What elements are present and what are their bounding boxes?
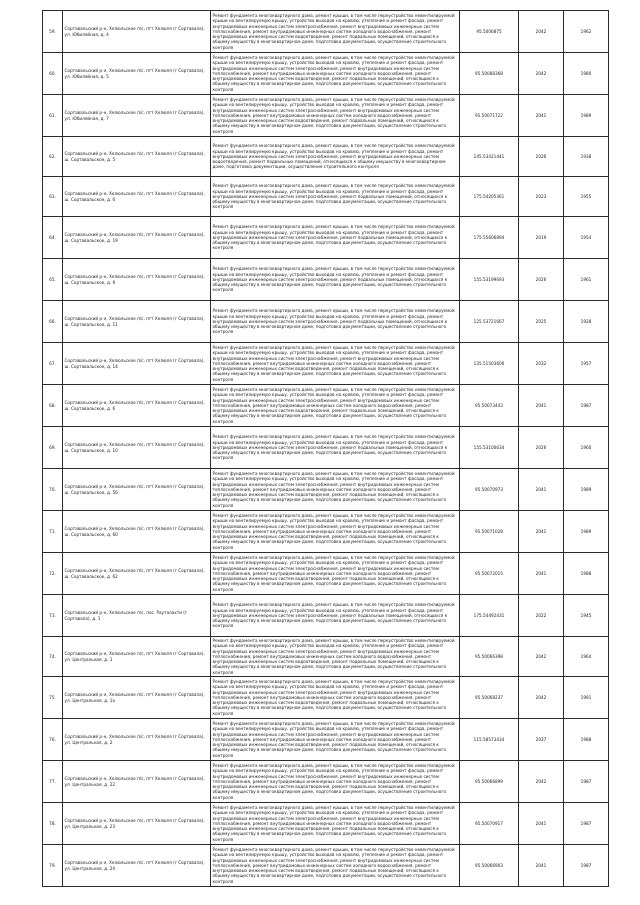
cost-value: 95.50070973 bbox=[460, 469, 519, 511]
construction-year: 1928 bbox=[564, 301, 609, 343]
planned-year: 2041 bbox=[519, 469, 564, 511]
repair-works-description: Ремонт фундамента многоквартирного дома, ремонт крыши, в том числе переустройство невентилируемой крыши на вентилируемую крышу, устройство выходов на кровлю, утепление и ремонт фасада, ремонт внутридомовых инженерных систем электроснабжения, ремонт внутридомовых инженерных систем теплоснабжения, ремонт внутридомовых инженерных систем холодного водоснабжения, ремонт внутридомовых инженерных систем водоотведения, ремонт подвальных помещений, относящихся к общему имуществу в многоквартирном доме, подготовка документации, осуществление строительного контроля bbox=[211, 761, 460, 803]
table-row bbox=[43, 177, 609, 217]
planned-year: 2041 bbox=[519, 553, 564, 595]
house-address: Сортавальский р-н, Хелюльское п/c, пгт Хелюля (г Сортавала), ш. Сортавальское, д. 14 bbox=[63, 343, 211, 385]
row-number: 60. bbox=[43, 53, 63, 95]
row-number: 65. bbox=[43, 259, 63, 301]
table-row bbox=[43, 301, 609, 343]
house-address: Сортавальский р-н, Хелюльское п/c, пгт Хелюля (г Сортавала), ул. Центральная, д. 22 bbox=[63, 761, 211, 803]
cost-value: 175.54492431 bbox=[460, 595, 519, 637]
cost-value: 145.53421441 bbox=[460, 137, 519, 177]
cost-value: 95.50066903 bbox=[460, 845, 519, 887]
repair-works-description: Ремонт фундамента многоквартирного дома, ремонт крыши, в том числе переустройство невентилируемой крыши на вентилируемую крышу, устройство выходов на кровлю, утепление и ремонт фасада, ремонт внутридомовых инженерных систем электроснабжения, ремонт подвальных помещений, относящихся к общему имуществу в многоквартирном доме, подготовка документации, осуществление строительного контроля bbox=[211, 217, 460, 259]
table-row bbox=[43, 427, 609, 469]
construction-year: 1954 bbox=[564, 217, 609, 259]
cost-value: 95.50066899 bbox=[460, 761, 519, 803]
row-number: 76. bbox=[43, 719, 63, 761]
repair-works-description: Ремонт фундамента многоквартирного дома, ремонт крыши, в том числе переустройство невентилируемой крыши на вентилируемую крышу, устройство выходов на кровлю, утепление и ремонт фасада, ремонт внутридомовых инженерных систем электроснабжения, ремонт внутридомовых инженерных систем теплоснабжения, ремонт внутридомовых инженерных систем холодного водоснабжения, ремонт внутридомовых инженерных систем водоотведения, ремонт подвальных помещений, относящихся к общему имуществу в многоквартирном доме, подготовка документации, осуществление строительного контроля bbox=[211, 11, 460, 53]
cost-value: 95.50066398 bbox=[460, 637, 519, 677]
house-address: Сортавальский р-н, Хелюльское п/c, пгт Хелюля (г Сортавала), ш. Сортавальское, д. 6 bbox=[63, 385, 211, 427]
cost-value: 95.50073443 bbox=[460, 385, 519, 427]
row-number: 73. bbox=[43, 595, 63, 637]
house-address: Сортавальский р-н, Хелюльское п/c, пгт Хелюля (г Сортавала), ш. Сортавальское, д. 6 bbox=[63, 177, 211, 217]
table-row bbox=[43, 595, 609, 637]
table-row bbox=[43, 385, 609, 427]
cost-value: 95.50068237 bbox=[460, 677, 519, 719]
table-row bbox=[43, 511, 609, 553]
cost-value: 95.5006875 bbox=[460, 11, 519, 53]
house-address: Сортавальский р-н, Хелюльское п/c, пгт Хелюля (г Сортавала), ш. Сортавальское, д. 19 bbox=[63, 217, 211, 259]
construction-year: 1938 bbox=[564, 137, 609, 177]
row-number: 71. bbox=[43, 511, 63, 553]
row-number: 77. bbox=[43, 761, 63, 803]
planned-year: 2019 bbox=[519, 217, 564, 259]
construction-year: 1961 bbox=[564, 259, 609, 301]
construction-year: 1989 bbox=[564, 511, 609, 553]
planned-year: 2022 bbox=[519, 595, 564, 637]
repair-works-description: Ремонт фундамента многоквартирного дома, ремонт крыши, в том числе переустройство невентилируемой крыши на вентилируемую крышу, устройство выходов на кровлю, утепление и ремонт фасада, ремонт внутридомовых инженерных систем электроснабжения, ремонт подвальных помещений, относящихся к общему имуществу в многоквартирном доме, подготовка документации, осуществление строительного контроля bbox=[211, 177, 460, 217]
house-address: Сортавальский р-н, Хелюльское п/c, пгт Хелюля (г Сортавала), ш. Сортавальское, д. 62 bbox=[63, 553, 211, 595]
house-address: Сортавальский р-н, Хелюльское п/c, пгт Хелюля (г Сортавала), ул. Центральная, д. 23 bbox=[63, 803, 211, 845]
construction-year: 1964 bbox=[564, 637, 609, 677]
planned-year: 2041 bbox=[519, 845, 564, 887]
repair-works-description: Ремонт фундамента многоквартирного дома, ремонт крыши, в том числе переустройство невентилируемой крыши на вентилируемую крышу, устройство выходов на кровлю, утепление и ремонт фасада, ремонт внутридомовых инженерных систем электроснабжения, ремонт внутридомовых инженерных систем теплоснабжения, ремонт внутридомовых инженерных систем холодного водоснабжения, ремонт внутридомовых инженерных систем водоотведения, ремонт подвальных помещений, относящихся к общему имуществу в многоквартирном доме, подготовка документации, осуществление строительного контроля bbox=[211, 385, 460, 427]
construction-year: 1957 bbox=[564, 343, 609, 385]
construction-year: 1980 bbox=[564, 53, 609, 95]
house-address: Сортавальский р-н, Хелюльское п/c, пгт Хелюля (г Сортавала), ш. Сортавальское, д. 11 bbox=[63, 301, 211, 343]
planned-year: 2032 bbox=[519, 343, 564, 385]
row-number: 78. bbox=[43, 803, 63, 845]
cost-value: 95.50070917 bbox=[460, 803, 519, 845]
construction-year: 1962 bbox=[564, 11, 609, 53]
planned-year: 2041 bbox=[519, 803, 564, 845]
row-number: 75. bbox=[43, 677, 63, 719]
construction-year: 1987 bbox=[564, 385, 609, 427]
construction-year: 1945 bbox=[564, 595, 609, 637]
construction-year: 1987 bbox=[564, 845, 609, 887]
construction-year: 1991 bbox=[564, 677, 609, 719]
repair-works-description: Ремонт фундамента многоквартирного дома, ремонт крыши, в том числе переустройство невентилируемой крыши на вентилируемую крышу, устройство выходов на кровлю, утепление и ремонт фасада, ремонт внутридомовых инженерных систем электроснабжения, ремонт подвальных помещений, относящихся к общему имуществу в многоквартирном доме, подготовка документации, осуществление строительного контроля bbox=[211, 301, 460, 343]
table-row bbox=[43, 343, 609, 385]
table-row bbox=[43, 259, 609, 301]
repair-works-description: Ремонт фундамента многоквартирного дома, ремонт крыши, в том числе переустройство невентилируемой крыши на вентилируемую крышу, устройство выходов на кровлю, утепление и ремонт фасада, ремонт внутридомовых инженерных систем электроснабжения, ремонт внутридомовых инженерных систем теплоснабжения, ремонт внутридомовых инженерных систем холодного водоснабжения, ремонт внутридомовых инженерных систем водоотведения, ремонт подвальных помещений, относящихся к общему имуществу в многоквартирном доме, подготовка документации, осуществление строительного контроля bbox=[211, 469, 460, 511]
repair-works-description: Ремонт фундамента многоквартирного дома, ремонт крыши, в том числе переустройство невентилируемой крыши на вентилируемую крышу, устройство выходов на кровлю, утепление и ремонт фасада, ремонт внутридомовых инженерных систем электроснабжения, ремонт внутридомовых инженерных систем теплоснабжения, ремонт внутридомовых инженерных систем холодного водоснабжения, ремонт внутридомовых инженерных систем водоотведения, ремонт подвальных помещений, относящихся к общему имуществу в многоквартирном доме, подготовка документации, осуществление строительного контроля bbox=[211, 845, 460, 887]
construction-year: 1989 bbox=[564, 469, 609, 511]
house-address: Сортавальский р-н, Хелюльское п/c, пос. Рауталахти (г Сортавала), д. 1 bbox=[63, 595, 211, 637]
house-address: Сортавальский р-н, Хелюльское п/c, пгт Хелюля (г Сортавала), ул. Юбилейная, д. 5 bbox=[63, 53, 211, 95]
cost-value: 95.50088368 bbox=[460, 53, 519, 95]
cost-value: 125.53721667 bbox=[460, 301, 519, 343]
table-row bbox=[43, 553, 609, 595]
planned-year: 2041 bbox=[519, 385, 564, 427]
repair-works-description: Ремонт фундамента многоквартирного дома, ремонт крыши, в том числе переустройство невентилируемой крыши на вентилируемую крышу, устройство выходов на кровлю, утепление и ремонт фасада, ремонт внутридомовых инженерных систем электроснабжения, ремонт внутридомовых инженерных систем теплоснабжения, ремонт внутридомовых инженерных систем холодного водоснабжения, ремонт внутридомовых инженерных систем водоотведения, ремонт подвальных помещений, относящихся к общему имуществу в многоквартирном доме, подготовка документации, осуществление строительного контроля bbox=[211, 553, 460, 595]
house-address: Сортавальский р-н, Хелюльское п/c, пгт Хелюля (г Сортавала), ул. Центральная, д. 1 bbox=[63, 637, 211, 677]
row-number: 61. bbox=[43, 95, 63, 137]
repair-works-description: Ремонт фундамента многоквартирного дома, ремонт крыши, в том числе переустройство невентилируемой крыши на вентилируемую крышу, устройство выходов на кровлю, утепление и ремонт фасада, ремонт внутридомовых инженерных систем электроснабжения, ремонт внутридомовых инженерных систем теплоснабжения, ремонт внутридомовых инженерных систем холодного водоснабжения, ремонт внутридомовых инженерных систем водоотведения, ремонт подвальных помещений, относящихся к общему имуществу в многоквартирном доме, подготовка документации, осуществление строительного контроля bbox=[211, 803, 460, 845]
planned-year: 2037 bbox=[519, 719, 564, 761]
repair-schedule-table bbox=[42, 10, 609, 887]
construction-year: 1955 bbox=[564, 177, 609, 217]
table-row bbox=[43, 137, 609, 177]
planned-year: 2041 bbox=[519, 95, 564, 137]
row-number: 69. bbox=[43, 427, 63, 469]
repair-works-description: Ремонт фундамента многоквартирного дома, ремонт крыши, в том числе переустройство невентилируемой крыши на вентилируемую крышу, устройство выходов на кровлю, утепление и ремонт фасада, ремонт внутридомовых инженерных систем электроснабжения, ремонт подвальных помещений, относящихся к общему имуществу в многоквартирном доме, подготовка документации, осуществление строительного контроля bbox=[211, 259, 460, 301]
construction-year: 1987 bbox=[564, 761, 609, 803]
cost-value: 115.58573434 bbox=[460, 719, 519, 761]
cost-value: 155.53100634 bbox=[460, 427, 519, 469]
cost-value: 135.51503606 bbox=[460, 343, 519, 385]
table-row bbox=[43, 761, 609, 803]
planned-year: 2025 bbox=[519, 301, 564, 343]
table-row bbox=[43, 637, 609, 677]
row-number: 64. bbox=[43, 217, 63, 259]
repair-works-description: Ремонт фундамента многоквартирного дома, ремонт крыши, в том числе переустройство невентилируемой крыши на вентилируемую крышу, устройство выходов на кровлю, утепление и ремонт фасада, ремонт внутридомовых инженерных систем электроснабжения, ремонт внутридомовых инженерных систем водоотведения, ремонт подвальных помещений, относящихся к общему имуществу в многоквартирном доме, подготовка документации, осуществление строительного контроля bbox=[211, 137, 460, 177]
row-number: 62. bbox=[43, 137, 63, 177]
table-row bbox=[43, 469, 609, 511]
table-row bbox=[43, 803, 609, 845]
table-row bbox=[43, 95, 609, 137]
planned-year: 2042 bbox=[519, 637, 564, 677]
repair-works-description: Ремонт фундамента многоквартирного дома, ремонт крыши, в том числе переустройство невентилируемой крыши на вентилируемую крышу, устройство выходов на кровлю, утепление и ремонт фасада, ремонт внутридомовых инженерных систем электроснабжения, ремонт внутридомовых инженерных систем теплоснабжения, ремонт внутридомовых инженерных систем холодного водоснабжения, ремонт внутридомовых инженерных систем водоотведения, ремонт подвальных помещений, относящихся к общему имуществу в многоквартирном доме, подготовка документации, осуществление строительного контроля bbox=[211, 637, 460, 677]
table-row bbox=[43, 53, 609, 95]
house-address: Сортавальский р-н, Хелюльское п/c, пгт Хелюля (г Сортавала), ш. Сортавальское, д. 10 bbox=[63, 427, 211, 469]
construction-year: 1960 bbox=[564, 427, 609, 469]
row-number: 72. bbox=[43, 553, 63, 595]
row-number: 67. bbox=[43, 343, 63, 385]
repair-works-description: Ремонт фундамента многоквартирного дома, ремонт крыши, в том числе переустройство невентилируемой крыши на вентилируемую крышу, устройство выходов на кровлю, утепление и ремонт фасада, ремонт внутридомовых инженерных систем электроснабжения, ремонт подвальных помещений, относящихся к общему имуществу в многоквартирном доме, подготовка документации, осуществление строительного контроля bbox=[211, 595, 460, 637]
house-address: Сортавальский р-н, Хелюльское п/c, пгт Хелюля (г Сортавала), ул. Центральная, д. 2 bbox=[63, 719, 211, 761]
house-address: Сортавальский р-н, Хелюльское п/c, пгт Хелюля (г Сортавала), ул. Юбилейная, д. 7 bbox=[63, 95, 211, 137]
table-row bbox=[43, 845, 609, 887]
planned-year: 2041 bbox=[519, 511, 564, 553]
house-address: Сортавальский р-н, Хелюльское п/c, пгт Хелюля (г Сортавала), ш. Сортавальское, д. 5 bbox=[63, 137, 211, 177]
cost-value: 95.50071722 bbox=[460, 95, 519, 137]
row-number: 63. bbox=[43, 177, 63, 217]
repair-works-description: Ремонт фундамента многоквартирного дома, ремонт крыши, в том числе переустройство невентилируемой крыши на вентилируемую крышу, устройство выходов на кровлю, утепление и ремонт фасада, ремонт внутридомовых инженерных систем электроснабжения, ремонт подвальных помещений, относящихся к общему имуществу в многоквартирном доме, подготовка документации, осуществление строительного контроля bbox=[211, 427, 460, 469]
row-number: 59. bbox=[43, 11, 63, 53]
cost-value: 95.50072015 bbox=[460, 553, 519, 595]
house-address: Сортавальский р-н, Хелюльское п/c, пгт Хелюля (г Сортавала), ул. Центральная, д. 1а bbox=[63, 677, 211, 719]
table-body bbox=[43, 11, 609, 887]
repair-works-description: Ремонт фундамента многоквартирного дома, ремонт крыши, в том числе переустройство невентилируемой крыши на вентилируемую крышу, устройство выходов на кровлю, утепление и ремонт фасада, ремонт внутридомовых инженерных систем электроснабжения, ремонт внутридомовых инженерных систем теплоснабжения, ремонт внутридомовых инженерных систем холодного водоснабжения, ремонт внутридомовых инженерных систем водоотведения, ремонт подвальных помещений, относящихся к общему имуществу в многоквартирном доме, подготовка документации, осуществление строительного контроля bbox=[211, 677, 460, 719]
planned-year: 2042 bbox=[519, 677, 564, 719]
table-row bbox=[43, 11, 609, 53]
cost-value: 95.50071028 bbox=[460, 511, 519, 553]
table-row bbox=[43, 217, 609, 259]
construction-year: 1988 bbox=[564, 553, 609, 595]
planned-year: 2042 bbox=[519, 53, 564, 95]
planned-year: 2023 bbox=[519, 177, 564, 217]
planned-year: 2026 bbox=[519, 259, 564, 301]
house-address: Сортавальский р-н, Хелюльское п/c, пгт Хелюля (г Сортавала), ш. Сортавальское, д. 60 bbox=[63, 511, 211, 553]
row-number: 68. bbox=[43, 385, 63, 427]
repair-works-description: Ремонт фундамента многоквартирного дома, ремонт крыши, в том числе переустройство невентилируемой крыши на вентилируемую крышу, устройство выходов на кровлю, утепление и ремонт фасада, ремонт внутридомовых инженерных систем электроснабжения, ремонт внутридомовых инженерных систем теплоснабжения, ремонт внутридомовых инженерных систем холодного водоснабжения, ремонт внутридомовых инженерных систем водоотведения, ремонт подвальных помещений, относящихся к общему имуществу в многоквартирном доме, подготовка документации, осуществление строительного контроля bbox=[211, 53, 460, 95]
row-number: 74. bbox=[43, 637, 63, 677]
table-row bbox=[43, 677, 609, 719]
row-number: 79. bbox=[43, 845, 63, 887]
repair-works-description: Ремонт фундамента многоквартирного дома, ремонт крыши, в том числе переустройство невентилируемой крыши на вентилируемую крышу, устройство выходов на кровлю, утепление и ремонт фасада, ремонт внутридомовых инженерных систем электроснабжения, ремонт внутридомовых инженерных систем теплоснабжения, ремонт внутридомовых инженерных систем холодного водоснабжения, ремонт внутридомовых инженерных систем водоотведения, ремонт подвальных помещений, относящихся к общему имуществу в многоквартирном доме, подготовка документации, осуществление строительного контроля bbox=[211, 95, 460, 137]
row-number: 66. bbox=[43, 301, 63, 343]
construction-year: 1987 bbox=[564, 803, 609, 845]
repair-works-description: Ремонт фундамента многоквартирного дома, ремонт крыши, в том числе переустройство невентилируемой крыши на вентилируемую крышу, устройство выходов на кровлю, утепление и ремонт фасада, ремонт внутридомовых инженерных систем электроснабжения, ремонт внутридомовых инженерных систем теплоснабжения, ремонт внутридомовых инженерных систем холодного водоснабжения, ремонт внутридомовых инженерных систем водоотведения, ремонт подвальных помещений, относящихся к общему имуществу в многоквартирном доме, подготовка документации, осуществление строительного контроля bbox=[211, 719, 460, 761]
cost-value: 175.54205361 bbox=[460, 177, 519, 217]
house-address: Сортавальский р-н, Хелюльское п/c, пгт Хелюля (г Сортавала), ш. Сортавальское, д. 9 bbox=[63, 259, 211, 301]
cost-value: 175.55606894 bbox=[460, 217, 519, 259]
house-address: Сортавальский р-н, Хелюльское п/c, пгт Хелюля (г Сортавала), ул. Юбилейная, д. 4 bbox=[63, 11, 211, 53]
planned-year: 2042 bbox=[519, 761, 564, 803]
construction-year: 1989 bbox=[564, 95, 609, 137]
house-address: Сортавальский р-н, Хелюльское п/c, пгт Хелюля (г Сортавала), ул. Центральная, д. 24 bbox=[63, 845, 211, 887]
planned-year: 2026 bbox=[519, 137, 564, 177]
row-number: 70. bbox=[43, 469, 63, 511]
planned-year: 2026 bbox=[519, 427, 564, 469]
table-row bbox=[43, 719, 609, 761]
cost-value: 155.53199693 bbox=[460, 259, 519, 301]
planned-year: 2042 bbox=[519, 11, 564, 53]
construction-year: 1988 bbox=[564, 719, 609, 761]
repair-works-description: Ремонт фундамента многоквартирного дома, ремонт крыши, в том числе переустройство невентилируемой крыши на вентилируемую крышу, устройство выходов на кровлю, утепление и ремонт фасада, ремонт внутридомовых инженерных систем электроснабжения, ремонт внутридомовых инженерных систем теплоснабжения, ремонт внутридомовых инженерных систем холодного водоснабжения, ремонт внутридомовых инженерных систем водоотведения, ремонт подвальных помещений, относящихся к общему имуществу в многоквартирном доме, подготовка документации, осуществление строительного контроля bbox=[211, 343, 460, 385]
repair-works-description: Ремонт фундамента многоквартирного дома, ремонт крыши, в том числе переустройство невентилируемой крыши на вентилируемую крышу, устройство выходов на кровлю, утепление и ремонт фасада, ремонт внутридомовых инженерных систем электроснабжения, ремонт внутридомовых инженерных систем теплоснабжения, ремонт внутридомовых инженерных систем холодного водоснабжения, ремонт внутридомовых инженерных систем водоотведения, ремонт подвальных помещений, относящихся к общему имуществу в многоквартирном доме, подготовка документации, осуществление строительного контроля bbox=[211, 511, 460, 553]
house-address: Сортавальский р-н, Хелюльское п/c, пгт Хелюля (г Сортавала), ш. Сортавальское, д. 56 bbox=[63, 469, 211, 511]
